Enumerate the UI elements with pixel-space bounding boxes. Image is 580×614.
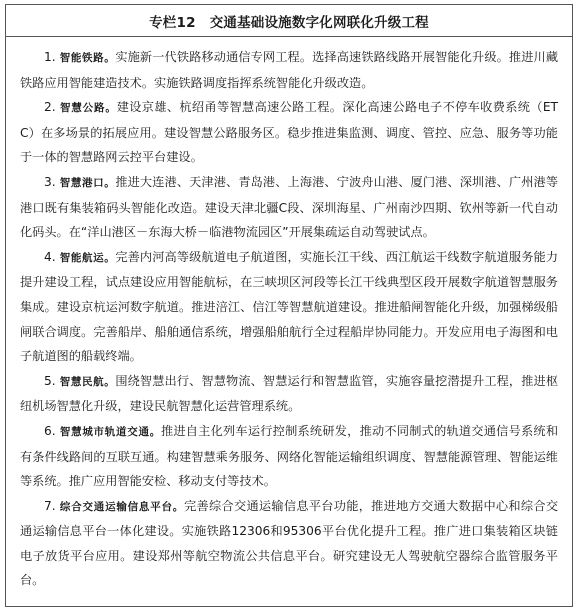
item-number: 5.: [44, 373, 56, 388]
item-number: 2.: [44, 100, 56, 115]
item-transport-info-platform: [20, 494, 558, 593]
item-text: 推进自主化列车运行控制系统研发，推动不同制式的轨道交通信号系统和有条件线路间的互联互通。构建智慧乘务服务、网络化智能运输组织调度、智慧能源管理、智能运维等系统。推广应用智能安检、移动支付等技术。: [20, 423, 559, 489]
item-number: 3.: [44, 174, 56, 189]
box-content: [6, 37, 572, 593]
item-heading: 智能航运。: [59, 251, 116, 264]
box-label: 专栏12: [149, 14, 196, 31]
item-smart-shipping: [20, 245, 558, 369]
item-text: 建设京雄、杭绍甬等智慧高速公路工程。深化高速公路电子不停车收费系统（ETC）在多场景的拓展应用。建设智慧公路服务区。稳步推进集监测、调度、管控、应急、服务等功能于一体的智慧路网云控平台建设。: [20, 100, 558, 165]
item-heading: 智慧城市轨道交通。: [59, 425, 161, 438]
item-text: 推进大连港、天津港、青岛港、上海港、宁波舟山港、厦门港、深圳港、广州港等港口既有集装箱码头智能化改造。建设天津北疆C段、深圳海星、广州南沙四期、钦州等新一代自动化码头。在“洋山港区－东海大桥－临港物流园区”开展集疏运自动驾驶试点。: [20, 174, 559, 240]
feature-box: [5, 4, 573, 607]
item-text: 完善综合交通运输信息平台功能，推进地方交通大数据中心和综合交通运输信息平台一体化建设。实施铁路12306和95306平台优化提升工程。推广进口集装箱区块链电子放货平台应用。建设郑州等航空物流公共信息平台。研究建设无人驾驶航空器综合监管服务平台。: [20, 498, 559, 588]
item-text: 完善内河高等级航道电子航道图，实施长江干线、西江航运干线数字航道服务能力提升建设工程，试点建设应用智能航标，在三峡坝区河段等长江干线典型区段开展数字航道智慧服务集成。建设京杭运河数字航道。推进涪江、信江等智慧航道建设。推进船闸智能化升级，加强梯级船闸联合调度。完善船岸、船舶通信系统，增强船舶航行全过程船岸协同能力。开发应用电子海图和电子航道图的船载终端。: [20, 249, 559, 364]
box-title: 交通基础设施数字化网联化升级工程: [209, 14, 429, 31]
item-text: 实施新一代铁路移动通信专网工程。选择高速铁路线路开展智能化升级。推进川藏铁路应用智能建造技术。实施铁路调度指挥系统智能化升级改造。: [20, 50, 559, 90]
item-text: 围绕智慧出行、智慧物流、智慧运行和智慧监管，实施容量挖潜提升工程，推进枢纽机场智慧化升级，建设民航智慧化运营管理系统。: [20, 373, 559, 414]
item-heading: 综合交通运输信息平台。: [59, 500, 185, 513]
item-number: 7.: [44, 498, 56, 513]
box-title-row: [6, 5, 572, 37]
item-smart-port: [20, 170, 558, 245]
item-heading: 智能铁路。: [59, 52, 116, 64]
item-number: 4.: [44, 249, 56, 264]
item-smart-aviation: [20, 369, 558, 419]
item-heading: 智慧公路。: [59, 102, 117, 115]
item-smart-railway: [20, 45, 558, 95]
item-heading: 智慧港口。: [59, 176, 116, 189]
item-smart-urban-rail: [20, 419, 558, 494]
item-number: 6.: [44, 423, 56, 438]
item-number: 1.: [44, 50, 56, 64]
item-heading: 智慧民航。: [59, 375, 116, 388]
item-smart-highway: [20, 95, 558, 170]
